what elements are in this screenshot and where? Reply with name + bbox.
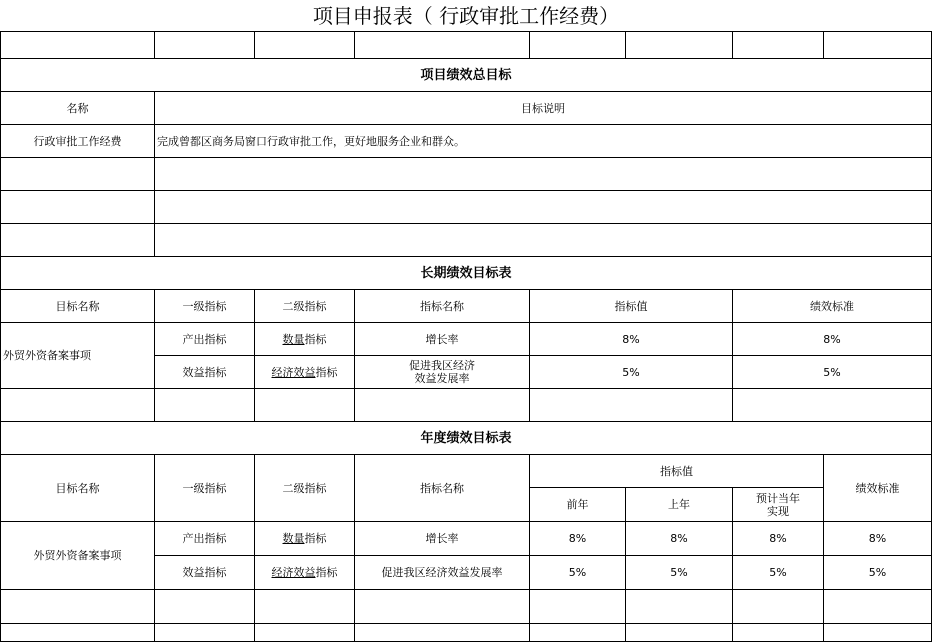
overall-desc-cell[interactable]: 完成曾都区商务局窗口行政审批工作，更好地服务企业和群众。 (155, 125, 932, 158)
long-term-section-header: 长期绩效目标表 (1, 257, 932, 290)
empty-cell[interactable] (733, 590, 824, 624)
lt-target-cell[interactable]: 外贸外资备案事项 (1, 323, 155, 389)
an-level1-cell[interactable]: 效益指标 (155, 556, 255, 590)
empty-cell[interactable] (155, 158, 932, 191)
an-header-prev: 前年 (530, 488, 626, 522)
lt-level2-cell[interactable] (255, 323, 355, 356)
empty-cell[interactable] (1, 389, 155, 422)
lt-level1-cell[interactable]: 产出指标 (155, 323, 255, 356)
empty-cell[interactable] (626, 32, 733, 59)
empty-cell[interactable] (1, 624, 155, 642)
empty-cell[interactable] (355, 389, 530, 422)
empty-cell[interactable] (626, 590, 733, 624)
lt-indicator-line1: 促进我区经济 (409, 359, 475, 372)
an-header-expected-line1: 预计当年 (756, 491, 800, 505)
overall-col-name: 名称 (1, 92, 155, 125)
empty-cell[interactable] (255, 389, 355, 422)
an-level2-underlined: 数量 (282, 532, 305, 545)
an-level2-cell[interactable] (255, 556, 355, 590)
an-header-level1: 一级指标 (155, 455, 255, 522)
empty-cell[interactable] (255, 624, 355, 642)
lt-indicator-cell[interactable] (355, 323, 530, 356)
lt-level2-rest: 指标 (304, 332, 327, 346)
table-row (1, 323, 932, 356)
empty-cell[interactable] (1, 158, 155, 191)
lt-header-level1: 一级指标 (155, 290, 255, 323)
lt-indicator-line1: 增长率 (425, 332, 459, 346)
empty-cell[interactable] (155, 624, 255, 642)
empty-cell[interactable] (530, 389, 733, 422)
an-level2-cell[interactable] (255, 522, 355, 556)
an-standard-cell[interactable]: 5% (824, 556, 932, 590)
an-target-cell[interactable]: 外贸外资备案事项 (1, 522, 155, 590)
blank-row (1, 32, 932, 59)
an-indicator-cell[interactable]: 增长率 (355, 522, 530, 556)
lt-header-value: 指标值 (530, 290, 733, 323)
lt-header-name: 指标名称 (355, 290, 530, 323)
an-prev-cell[interactable]: 5% (530, 556, 626, 590)
overall-name-cell[interactable]: 行政审批工作经费 (1, 125, 155, 158)
empty-cell[interactable] (355, 32, 530, 59)
an-indicator-cell[interactable]: 促进我区经济效益发展率 (355, 556, 530, 590)
empty-cell[interactable] (1, 191, 155, 224)
empty-cell[interactable] (255, 590, 355, 624)
empty-cell[interactable] (530, 590, 626, 624)
lt-header-standard: 绩效标准 (733, 290, 932, 323)
an-level1-cell[interactable]: 产出指标 (155, 522, 255, 556)
empty-cell[interactable] (155, 224, 932, 257)
an-level2-rest: 指标 (315, 566, 338, 579)
lt-level2-cell[interactable] (255, 356, 355, 389)
an-standard-cell[interactable]: 8% (824, 522, 932, 556)
page-title: 项目申报表（ 行政审批工作经费） (312, 4, 620, 28)
empty-cell[interactable] (733, 389, 932, 422)
empty-cell[interactable] (626, 624, 733, 642)
lt-value-cell[interactable]: 5% (530, 356, 733, 389)
empty-cell[interactable] (155, 191, 932, 224)
empty-cell[interactable] (355, 624, 530, 642)
empty-cell[interactable] (530, 32, 626, 59)
empty-cell[interactable] (733, 624, 824, 642)
lt-level2-rest: 指标 (315, 365, 338, 379)
empty-cell[interactable] (155, 590, 255, 624)
lt-indicator-line2: 效益发展率 (414, 372, 470, 385)
lt-level1-cell[interactable]: 效益指标 (155, 356, 255, 389)
empty-cell[interactable] (1, 224, 155, 257)
overall-col-desc: 目标说明 (155, 92, 932, 125)
lt-value-cell[interactable]: 8% (530, 323, 733, 356)
an-header-name: 指标名称 (355, 455, 530, 522)
empty-cell[interactable] (530, 624, 626, 642)
annual-section-header: 年度绩效目标表 (1, 422, 932, 455)
lt-standard-cell[interactable]: 5% (733, 356, 932, 389)
an-prev-cell[interactable]: 8% (530, 522, 626, 556)
empty-cell[interactable] (824, 624, 932, 642)
an-header-value: 指标值 (530, 455, 824, 488)
lt-standard-cell[interactable]: 8% (733, 323, 932, 356)
an-header-target: 目标名称 (1, 455, 155, 522)
an-header-last: 上年 (626, 488, 733, 522)
blank-row (1, 624, 932, 642)
empty-cell[interactable] (733, 32, 824, 59)
an-expected-cell[interactable]: 5% (733, 556, 824, 590)
long-term-header-row (1, 290, 932, 323)
empty-cell[interactable] (255, 32, 355, 59)
empty-cell[interactable] (355, 590, 530, 624)
empty-cell[interactable] (824, 32, 932, 59)
an-last-cell[interactable]: 8% (626, 522, 733, 556)
lt-header-target: 目标名称 (1, 290, 155, 323)
an-header-standard: 绩效标准 (824, 455, 932, 522)
an-last-cell[interactable]: 5% (626, 556, 733, 590)
empty-cell[interactable] (155, 32, 255, 59)
an-expected-cell[interactable]: 8% (733, 522, 824, 556)
empty-cell[interactable] (155, 389, 255, 422)
lt-level2-underlined: 数量 (282, 332, 305, 346)
overall-section-header: 项目绩效总目标 (1, 59, 932, 92)
empty-cell[interactable] (1, 32, 155, 59)
lt-header-level2: 二级指标 (255, 290, 355, 323)
an-header-expected (733, 488, 824, 522)
project-form-table (0, 31, 932, 642)
empty-cell[interactable] (824, 590, 932, 624)
an-header-level2: 二级指标 (255, 455, 355, 522)
an-header-expected-line2: 实现 (767, 504, 789, 518)
table-row (1, 522, 932, 556)
an-level2-underlined: 经济效益 (271, 566, 316, 579)
an-level2-rest: 指标 (304, 532, 327, 545)
blank-row (1, 389, 932, 422)
lt-indicator-cell[interactable] (355, 356, 530, 389)
empty-cell[interactable] (1, 590, 155, 624)
blank-row (1, 590, 932, 624)
lt-level2-underlined: 经济效益 (271, 365, 316, 379)
